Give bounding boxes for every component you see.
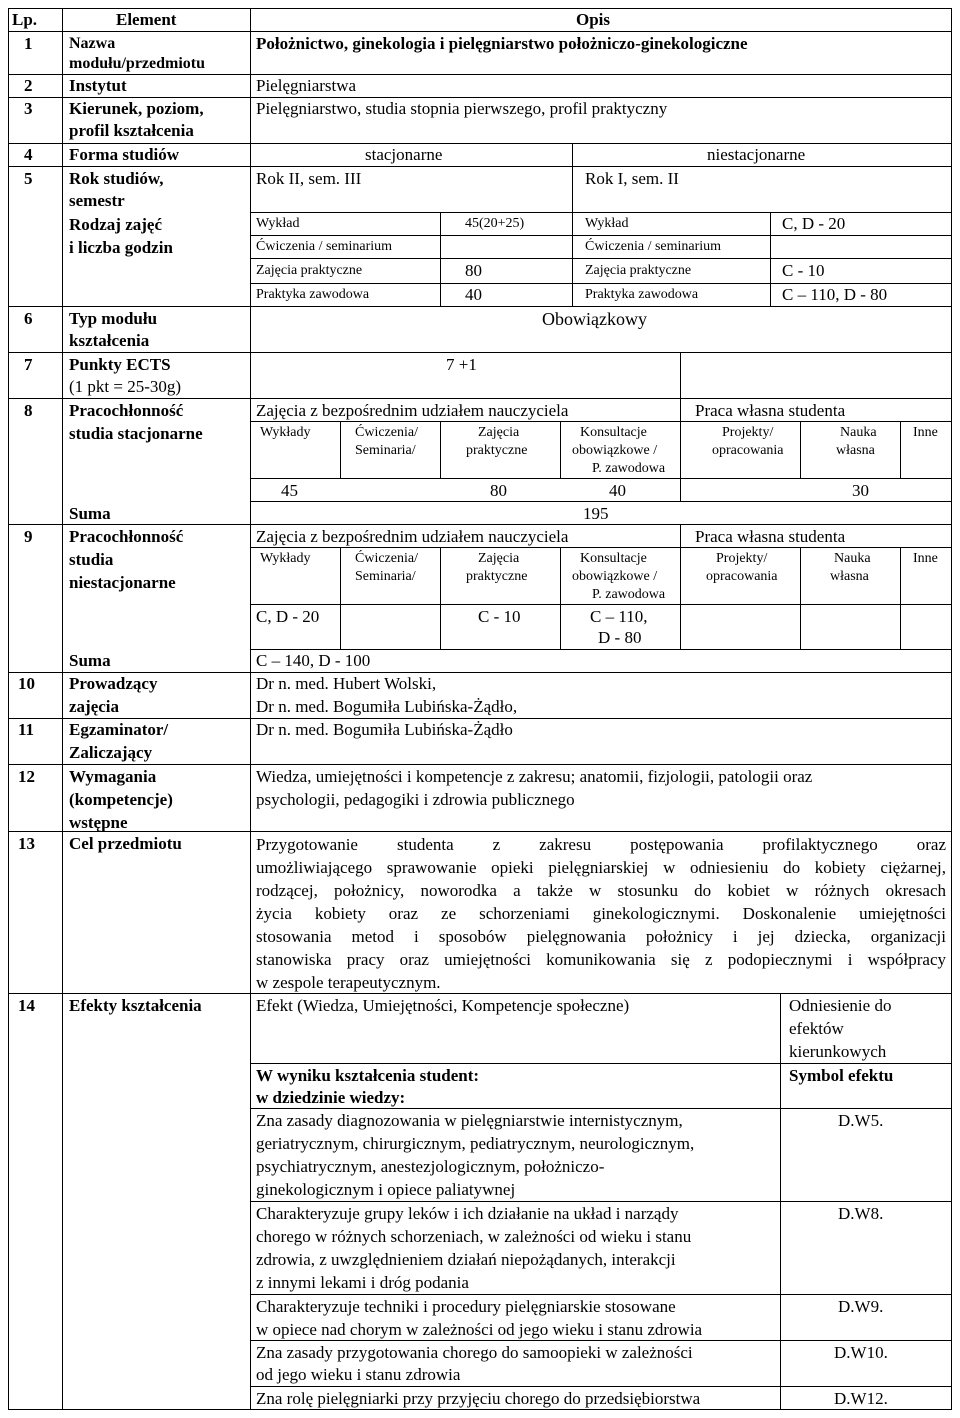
workload-group-contact: Zajęcia z bezpośrednim udziałem nauczyciela	[256, 527, 569, 546]
row-label: Pracochłonność	[69, 527, 184, 546]
header-lp: Lp.	[12, 10, 38, 29]
row-label: Typ modułu	[69, 309, 158, 328]
row-number: 10	[18, 674, 35, 693]
row-label: studia	[69, 550, 114, 569]
row-label: wstępne	[69, 813, 128, 832]
row-label: Zaliczający	[69, 743, 153, 762]
effect-text: Charakteryzuje techniki i procedury pielęgniarskie stosowane	[256, 1297, 676, 1316]
header-element: Element	[116, 10, 177, 29]
effect-symbol: D.W10.	[834, 1343, 888, 1362]
col-wyklady: Wykłady	[260, 425, 311, 440]
effect-text: Charakteryzuje grupy leków i ich działanie na układ i narządy	[256, 1204, 679, 1223]
class-hours: 40	[465, 285, 482, 304]
hours-wyklady: 45	[281, 481, 298, 500]
suma-value: 195	[583, 504, 609, 523]
class-type: Ćwiczenia / seminarium	[256, 239, 393, 254]
row-number: 13	[18, 834, 35, 853]
col-konsultacje: obowiązkowe /	[572, 569, 658, 584]
row-label: Cel przedmiotu	[69, 834, 182, 853]
row-label: Efekty kształcenia	[69, 996, 202, 1015]
class-type: Wykład	[256, 216, 300, 231]
effect-symbol: D.W12.	[834, 1389, 888, 1408]
course-goal	[256, 833, 946, 994]
col-konsultacje: Konsultacje	[580, 551, 647, 566]
effects-column-head: Efekt (Wiedza, Umiejętności, Kompetencje społeczne)	[256, 996, 630, 1015]
col-cwiczenia: Ćwiczenia/	[355, 425, 418, 440]
row-label: (1 pkt = 25-30g)	[69, 377, 182, 396]
reference-head: efektów	[789, 1019, 844, 1038]
effect-text: Zna zasady przygotowania chorego do samoopieki w zależności	[256, 1343, 693, 1362]
effect-text: ginekologicznym i opiece paliatywnej	[256, 1180, 516, 1199]
effect-symbol: D.W9.	[838, 1297, 884, 1316]
row-label: niestacjonarne	[69, 573, 176, 592]
suma-value: C – 140, D - 100	[256, 651, 371, 670]
effect-text: geriatrycznym, chirurgicznym, pediatrycznym, neurologicznym,	[256, 1134, 695, 1153]
row-number: 14	[18, 996, 35, 1015]
course-goal-line: życia kobiety oraz ze schorzeniami ginekologicznymi. Doskonalenie umiejętności	[256, 904, 946, 923]
workload-group-self: Praca własna studenta	[695, 401, 846, 420]
row-label: modułu/przedmiotu	[69, 55, 206, 72]
row-label: Punkty ECTS	[69, 355, 171, 374]
col-konsultacje: P. zawodowa	[592, 587, 666, 602]
row-label: Pracochłonność	[69, 401, 184, 420]
col-projekty: opracowania	[712, 443, 784, 458]
suma-label: Suma	[69, 504, 111, 523]
module-name: Położnictwo, ginekologia i pielęgniarstwo położniczo-ginekologiczne	[256, 34, 748, 53]
class-type: Zajęcia praktyczne	[256, 263, 363, 278]
row-label: Rodzaj zajęć	[69, 215, 162, 234]
col-projekty: opracowania	[706, 569, 778, 584]
col-zajecia: Zajęcia	[478, 425, 520, 440]
row-label: studia stacjonarne	[69, 424, 203, 443]
row-number: 4	[24, 145, 33, 164]
col-zajecia: praktyczne	[466, 443, 528, 458]
col-projekty: Projekty/	[722, 425, 774, 440]
effect-text: Zna rolę pielęgniarki przy przyjęciu chorego do przedsiębiorstwa	[256, 1389, 701, 1408]
col-zajecia: praktyczne	[466, 569, 528, 584]
row-label: Nazwa	[69, 35, 116, 52]
effect-text: z innymi lekami i dróg podania	[256, 1273, 469, 1292]
class-type: Praktyka zawodowa	[585, 287, 699, 302]
col-wyklady: Wykłady	[260, 551, 311, 566]
lecturer: Dr n. med. Bogumiła Lubińska-Żądło,	[256, 697, 518, 716]
row-label: Rok studiów,	[69, 169, 164, 188]
hours-konsultacje: 40	[609, 481, 626, 500]
col-cwiczenia: Seminaria/	[355, 569, 416, 584]
effect-symbol: D.W5.	[838, 1111, 884, 1130]
class-hours: C, D - 20	[782, 214, 846, 233]
col-nauka: własna	[836, 443, 875, 458]
row-label: zajęcia	[69, 697, 120, 716]
row-label: kształcenia	[69, 331, 150, 350]
domain-head: w dziedzinie wiedzy:	[256, 1088, 406, 1107]
row-label: (kompetencje)	[69, 790, 173, 809]
form-stacjonarne: stacjonarne	[365, 145, 443, 164]
class-hours: C – 110, D - 80	[782, 285, 888, 304]
row-label: i liczba godzin	[69, 238, 173, 257]
col-zajecia: Zajęcia	[478, 551, 520, 566]
hours-konsultacje: D - 80	[598, 628, 642, 647]
row-label: Wymagania	[69, 767, 157, 786]
symbol-head: Symbol efektu	[789, 1066, 894, 1085]
course-goal-line: rodzącej, położnicy, noworodka a także w stosunku do kobiet w różnych okresach	[256, 881, 946, 900]
col-cwiczenia: Seminaria/	[355, 443, 416, 458]
hours-konsultacje: C – 110,	[590, 607, 648, 626]
effect-text: od jego wieku i stanu zdrowia	[256, 1365, 461, 1384]
class-hours: C - 10	[782, 261, 825, 280]
hours-nauka: 30	[852, 481, 869, 500]
col-projekty: Projekty/	[716, 551, 768, 566]
class-type: Zajęcia praktyczne	[585, 263, 692, 278]
col-inne: Inne	[913, 551, 938, 566]
col-konsultacje: Konsultacje	[580, 425, 647, 440]
hours-zajecia: 80	[490, 481, 507, 500]
effect-text: chorego w różnych schorzeniach, w zależności od wieku i stanu	[256, 1227, 692, 1246]
requirements: Wiedza, umiejętności i kompetencje z zakresu; anatomii, fizjologii, patologii oraz	[256, 767, 813, 786]
row-number: 12	[18, 767, 35, 786]
module-type: Obowiązkowy	[542, 309, 647, 329]
reference-head: Odniesienie do	[789, 996, 892, 1015]
ects-points: 7 +1	[446, 355, 477, 374]
effect-text: zdrowia, z uwzględnieniem działań niepożądanych, interakcji	[256, 1250, 676, 1269]
row-label: profil kształcenia	[69, 121, 194, 140]
effect-text: psychiatrycznym, anestezjologicznym, położniczo-	[256, 1157, 605, 1176]
workload-group-self: Praca własna studenta	[695, 527, 846, 546]
row-label: Instytut	[69, 76, 127, 95]
course-goal-line: Przygotowanie studenta z zakresu postępowania profilaktycznego oraz	[256, 835, 946, 854]
lecturer: Dr n. med. Hubert Wolski,	[256, 674, 437, 693]
row-number: 8	[24, 401, 33, 420]
requirements: psychologii, pedagogiki i zdrowia publicznego	[256, 790, 575, 809]
row-label: Prowadzący	[69, 674, 158, 693]
row-label: Forma studiów	[69, 145, 180, 164]
result-head: W wyniku kształcenia student:	[256, 1066, 480, 1085]
suma-label: Suma	[69, 651, 111, 670]
col-cwiczenia: Ćwiczenia/	[355, 551, 418, 566]
course-goal-line: w zespole terapeutycznym.	[256, 973, 441, 992]
col-konsultacje: P. zawodowa	[592, 461, 666, 476]
class-hours: 80	[465, 261, 482, 280]
row-label: Kierunek, poziom,	[69, 99, 204, 118]
col-nauka: Nauka	[840, 425, 877, 440]
year-niestacjonarne: Rok I, sem. II	[585, 169, 679, 188]
field-value: Pielęgniarstwo, studia stopnia pierwszego, profil praktyczny	[256, 99, 668, 118]
class-type: Wykład	[585, 216, 629, 231]
row-number: 5	[24, 169, 33, 188]
row-number: 6	[24, 309, 33, 328]
row-number: 11	[18, 720, 35, 739]
year-stacjonarne: Rok II, sem. III	[256, 169, 362, 188]
hours-zajecia: C - 10	[478, 607, 521, 626]
effect-text: Zna zasady diagnozowania w pielęgniarstwie internistycznym,	[256, 1111, 683, 1130]
row-number: 2	[24, 76, 33, 95]
row-label: semestr	[69, 191, 125, 210]
col-nauka: własna	[830, 569, 869, 584]
institute-value: Pielęgniarstwa	[256, 76, 357, 95]
course-goal-line: stosowania metod i sposobów pielęgnowania położnicy i jej dziecka, organizacji	[256, 927, 946, 946]
col-konsultacje: obowiązkowe /	[572, 443, 658, 458]
row-label: Egzaminator/	[69, 720, 169, 739]
header-opis: Opis	[576, 10, 611, 29]
course-goal-line: umożliwiającego sprawowanie opieki pielęgniarskiej w odniesieniu do kobiety ciężarnej,	[256, 858, 946, 877]
examiner: Dr n. med. Bogumiła Lubińska-Żądło	[256, 720, 513, 739]
class-type: Praktyka zawodowa	[256, 287, 370, 302]
course-goal-line: stanowiska pracy oraz umiejętności komunikowania się z podopiecznymi i współpracy	[256, 950, 946, 969]
row-number: 1	[24, 34, 33, 53]
row-number: 7	[24, 355, 33, 374]
col-nauka: Nauka	[834, 551, 871, 566]
effect-text: w opiece nad chorym w zależności od jego wieku i stanu zdrowia	[256, 1320, 703, 1339]
form-niestacjonarne: niestacjonarne	[707, 145, 806, 164]
class-hours: 45(20+25)	[465, 216, 525, 231]
row-number: 3	[24, 99, 33, 118]
effect-symbol: D.W8.	[838, 1204, 884, 1223]
workload-group-contact: Zajęcia z bezpośrednim udziałem nauczyciela	[256, 401, 569, 420]
hours-wyklady: C, D - 20	[256, 607, 320, 626]
row-number: 9	[24, 527, 33, 546]
class-type: Ćwiczenia / seminarium	[585, 239, 722, 254]
col-inne: Inne	[913, 425, 938, 440]
reference-head: kierunkowych	[789, 1042, 887, 1061]
